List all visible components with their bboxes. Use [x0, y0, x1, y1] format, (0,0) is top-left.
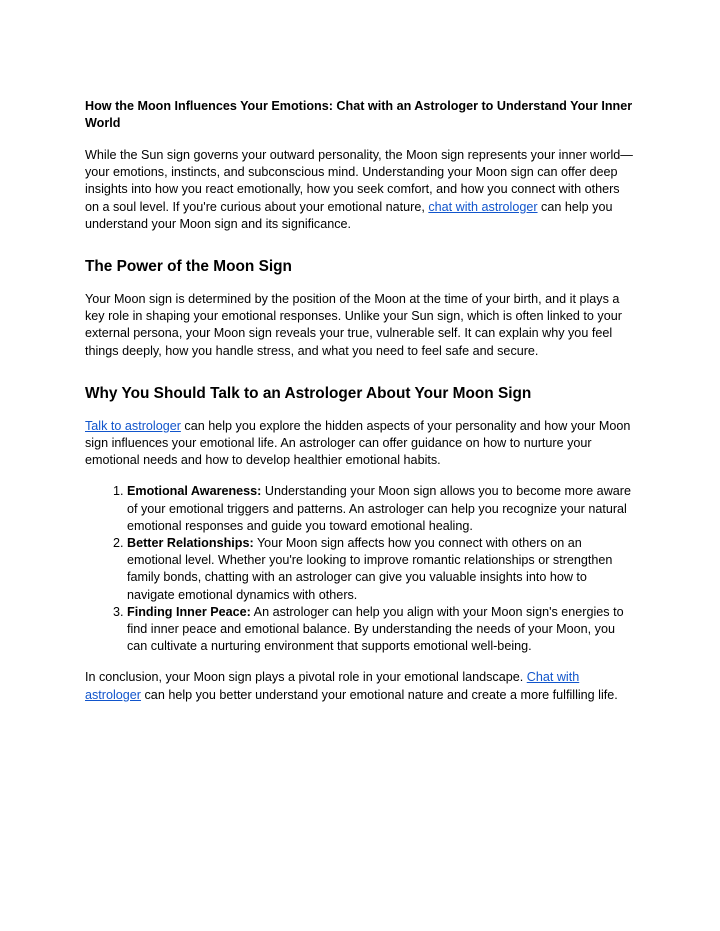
- list-item: [127, 483, 637, 535]
- talk-to-astrologer-link[interactable]: Talk to astrologer: [85, 418, 181, 433]
- list-item-label: Finding Inner Peace:: [127, 604, 251, 619]
- conclusion-paragraph: [85, 669, 637, 703]
- chat-with-astrologer-conclusion-link[interactable]: Chat with astrologer: [85, 670, 580, 702]
- list-item-text: Understanding your Moon sign allows you to become more aware of your emotional triggers and patterns. An astrologer can help you recognize your natural emotional responses and guide you toward emotional healing.: [127, 484, 631, 533]
- list-item-label: Emotional Awareness:: [127, 484, 262, 499]
- list-item-text: Your Moon sign affects how you connect with others on an emotional level. Whether you're looking to improve romantic relationships or strengthen family bonds, chatting with an astrologer can give you valuable insights into how to navigate emotional dynamics with others.: [127, 536, 613, 602]
- why-section-heading: Why You Should Talk to an Astrologer About Your Moon Sign: [85, 384, 532, 402]
- power-section-heading: The Power of the Moon Sign: [85, 258, 292, 276]
- why-text-after: can help you explore the hidden aspects of your personality and how your Moon sign influences your emotional life. An astrologer can offer guidance on how to nurture your emotional needs and how to develop healthier emotional habits.: [85, 418, 631, 468]
- list-item-label: Better Relationships:: [127, 536, 254, 551]
- conclusion-text-before: In conclusion, your Moon sign plays a pivotal role in your emotional landscape.: [85, 670, 527, 685]
- conclusion-text-after: can help you better understand your emotional nature and create a more fulfilling life.: [141, 687, 618, 702]
- list-item: [127, 535, 637, 604]
- list-item-text: An astrologer can help you align with your Moon sign's energies to find inner peace and emotional balance. By understanding the needs of your Moon, you can cultivate a nurturing environment that supports emotional well-being.: [127, 604, 624, 654]
- list-item: [127, 604, 637, 656]
- chat-with-astrologer-link[interactable]: chat with astrologer: [428, 199, 538, 214]
- why-section-paragraph: [85, 418, 637, 470]
- power-section-paragraph: Your Moon sign is determined by the position of the Moon at the time of your birth, and it plays a key role in shaping your emotional responses. Unlike your Sun sign, which is often linked to your external persona, your Moon sign reveals your true, vulnerable self. It can explain why you feel things deeply, how you handle stress, and what you need to feel safe and secure.: [85, 292, 622, 358]
- benefits-list: [85, 483, 637, 655]
- intro-paragraph: [85, 147, 637, 233]
- document-title: How the Moon Influences Your Emotions: Chat with an Astrologer to Understand Your Inner World: [85, 99, 633, 130]
- document-page: [85, 98, 637, 704]
- intro-text-before: While the Sun sign governs your outward personality, the Moon sign represents your inner world—your emotions, instincts, and subconscious mind. Understanding your Moon sign can offer deep insights into how you react emotionally, how you seek comfort, and how you connect with others on a soul level. If you're curious about your emotional nature,: [85, 148, 633, 214]
- intro-text-after: can help you understand your Moon sign and its significance.: [85, 199, 613, 231]
